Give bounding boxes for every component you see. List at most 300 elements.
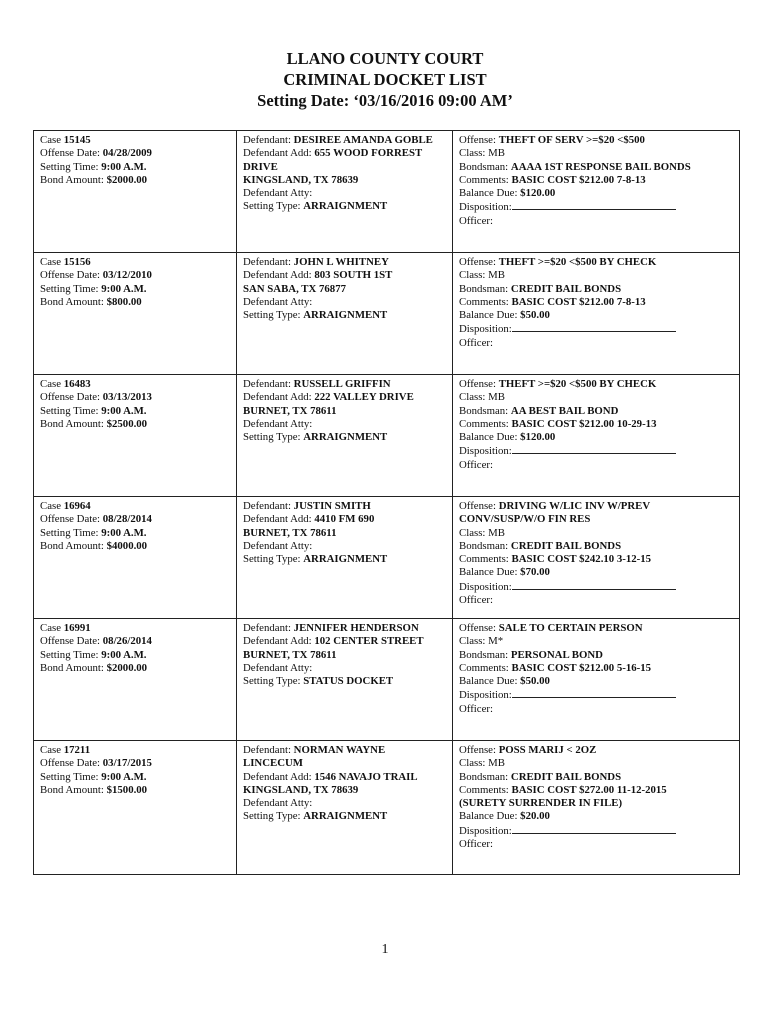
case-info-cell (34, 253, 237, 375)
class-label: Class: (459, 635, 486, 648)
comments-label: Comments: (459, 553, 509, 566)
class-label: Class: (459, 147, 486, 160)
class-value: MB (488, 147, 505, 160)
offense-value: THEFT >=$20 <$500 BY CHECK (498, 378, 657, 390)
offense-date-value: 04/28/2009 (102, 147, 152, 160)
setting-type-value: ARRAIGNMENT (303, 431, 388, 444)
setting-time-line (40, 283, 231, 296)
bondsman-label: Bondsman: (459, 404, 509, 417)
bondsman-line (459, 283, 734, 296)
bondsman-line (459, 771, 734, 784)
fill-in-line (512, 824, 676, 834)
setting-time-line (40, 161, 231, 174)
offense-label: Offense: (459, 500, 496, 512)
comments-value: (SURETY SURRENDER IN FILE) (459, 797, 623, 810)
offense-date-label: Offense Date: (40, 513, 101, 526)
defendant-address-line (243, 405, 447, 418)
bond-amount-line (40, 540, 231, 553)
defendant-address-value: 1546 NAVAJO TRAIL (314, 770, 418, 783)
offense-date-value: 08/28/2014 (102, 513, 152, 526)
setting-time-label: Setting Time: (40, 282, 99, 295)
defendant-address-label: Defendant Add: (243, 147, 312, 160)
defendant-name: NORMAN WAYNE LINCECUM (243, 744, 386, 770)
bond-amount-value: $4000.00 (106, 539, 148, 552)
offense-line (459, 744, 734, 757)
defendant-address-line (243, 635, 447, 648)
offense-date-label: Offense Date: (40, 269, 101, 282)
defendant-address-line (243, 161, 447, 174)
offense-value: CONV/SUSP/W/O FIN RES (459, 513, 591, 526)
class-label: Class: (459, 269, 486, 282)
defendant-label: Defendant: (243, 256, 291, 268)
officer-label: Officer: (459, 838, 493, 851)
disposition-label: Disposition: (459, 201, 512, 214)
case-info-cell (34, 375, 237, 497)
setting-time-label: Setting Time: (40, 404, 99, 417)
officer-label: Officer: (459, 458, 493, 471)
bond-amount-line (40, 174, 231, 187)
comments-value: BASIC COST $212.00 7-8-13 (511, 173, 646, 186)
case-number: 16991 (63, 622, 91, 634)
offense-date-line (40, 757, 231, 770)
defendant-address-line (243, 513, 447, 526)
bond-amount-line (40, 418, 231, 431)
setting-type-value: STATUS DOCKET (303, 675, 394, 688)
setting-time-label: Setting Time: (40, 160, 99, 173)
bond-amount-line (40, 784, 231, 797)
offense-value: THEFT OF SERV >=$20 <$500 (498, 134, 645, 146)
defendant-name: DESIREE AMANDA GOBLE (293, 134, 433, 146)
comments-line (459, 784, 734, 797)
defendant-address-label: Defendant Add: (243, 513, 312, 526)
setting-type-line (243, 200, 447, 213)
defendant-label: Defendant: (243, 744, 291, 756)
offense-value: POSS MARIJ < 2OZ (498, 744, 597, 756)
defendant-name: RUSSELL GRIFFIN (293, 378, 391, 390)
defendant-address-value: DRIVE (243, 160, 278, 173)
balance-due-label: Balance Due: (459, 309, 518, 322)
defendant-info-cell (237, 253, 453, 375)
defendant-line (243, 744, 447, 771)
fill-in-line (512, 688, 676, 698)
case-label: Case (40, 622, 61, 634)
offense-date-value: 08/26/2014 (102, 635, 152, 648)
comments-line (459, 418, 734, 431)
setting-time-value: 9:00 A.M. (101, 282, 147, 295)
case-number-line (40, 378, 231, 391)
defendant-info-cell (237, 741, 453, 875)
offense-label: Offense: (459, 378, 496, 390)
comments-line (459, 296, 734, 309)
defendant-label: Defendant: (243, 378, 291, 390)
offense-line (459, 378, 734, 391)
defendant-atty-line (243, 540, 447, 553)
case-info-cell (34, 619, 237, 741)
class-line (459, 527, 734, 540)
bondsman-label: Bondsman: (459, 770, 509, 783)
defendant-atty-line (243, 187, 447, 200)
setting-time-label: Setting Time: (40, 526, 99, 539)
officer-label: Officer: (459, 336, 493, 349)
setting-type-label: Setting Type: (243, 810, 301, 823)
case-label: Case (40, 500, 61, 512)
offense-date-line (40, 391, 231, 404)
setting-type-value: ARRAIGNMENT (303, 309, 388, 322)
defendant-atty-line (243, 418, 447, 431)
defendant-address-line (243, 771, 447, 784)
officer-line (459, 337, 734, 350)
balance-due-label: Balance Due: (459, 810, 518, 823)
comments-label: Comments: (459, 783, 509, 796)
balance-due-value: $120.00 (520, 187, 556, 200)
bond-amount-value: $2500.00 (106, 417, 148, 430)
defendant-address-value: 655 WOOD FORREST (314, 147, 423, 160)
balance-due-value: $70.00 (520, 566, 550, 579)
defendant-address-value: KINGSLAND, TX 78639 (243, 173, 359, 186)
balance-due-label: Balance Due: (459, 675, 518, 688)
defendant-address-line (243, 269, 447, 282)
disposition-label: Disposition: (459, 824, 512, 837)
bond-amount-label: Bond Amount: (40, 661, 104, 674)
offense-date-line (40, 635, 231, 648)
defendant-atty-label: Defendant Atty: (243, 661, 313, 674)
bondsman-label: Bondsman: (459, 160, 509, 173)
setting-type-label: Setting Type: (243, 553, 301, 566)
defendant-info-cell (237, 131, 453, 253)
setting-time-line (40, 527, 231, 540)
bondsman-line (459, 540, 734, 553)
defendant-label: Defendant: (243, 134, 291, 146)
offense-date-line (40, 513, 231, 526)
comments-line (459, 553, 734, 566)
case-number-line (40, 256, 231, 269)
disposition-label: Disposition: (459, 689, 512, 702)
defendant-address-value: SAN SABA, TX 76877 (243, 282, 346, 295)
comments-line (459, 174, 734, 187)
defendant-label: Defendant: (243, 622, 291, 634)
bond-amount-value: $1500.00 (106, 783, 148, 796)
bondsman-line (459, 405, 734, 418)
class-line (459, 147, 734, 160)
bond-amount-label: Bond Amount: (40, 783, 104, 796)
defendant-address-label: Defendant Add: (243, 269, 312, 282)
defendant-address-label: Defendant Add: (243, 770, 312, 783)
balance-due-value: $20.00 (520, 810, 550, 823)
setting-type-value: ARRAIGNMENT (303, 810, 388, 823)
comments-value: BASIC COST $272.00 11-12-2015 (511, 783, 667, 796)
defendant-address-value: 102 CENTER STREET (314, 635, 424, 648)
comments-label: Comments: (459, 661, 509, 674)
setting-type-value: ARRAIGNMENT (303, 200, 388, 213)
defendant-atty-label: Defendant Atty: (243, 417, 313, 430)
setting-time-label: Setting Time: (40, 770, 99, 783)
bondsman-value: PERSONAL BOND (510, 648, 603, 661)
offense-info-cell (453, 253, 740, 375)
bond-amount-label: Bond Amount: (40, 417, 104, 430)
docket-row (34, 619, 740, 741)
class-line (459, 635, 734, 648)
bond-amount-line (40, 296, 231, 309)
offense-label: Offense: (459, 134, 496, 146)
case-label: Case (40, 134, 61, 146)
defendant-address-line (243, 147, 447, 160)
case-info-cell (34, 741, 237, 875)
setting-type-line (243, 675, 447, 688)
offense-value: DRIVING W/LIC INV W/PREV (498, 500, 651, 512)
court-name: LLANO COUNTY COURT (286, 49, 484, 68)
setting-time-value: 9:00 A.M. (101, 770, 147, 783)
class-value: MB (488, 757, 505, 770)
case-number: 16964 (63, 500, 91, 512)
offense-info-cell (453, 619, 740, 741)
defendant-address-line (243, 784, 447, 797)
setting-date: Setting Date: ‘03/16/2016 09:00 AM’ (257, 91, 513, 110)
docket-table-body (34, 131, 740, 875)
disposition-label: Disposition: (459, 323, 512, 336)
offense-label: Offense: (459, 256, 496, 268)
bondsman-value: AAAA 1ST RESPONSE BAIL BONDS (510, 160, 691, 173)
defendant-atty-label: Defendant Atty: (243, 187, 313, 200)
defendant-address-line (243, 283, 447, 296)
fill-in-line (512, 322, 676, 332)
case-label: Case (40, 256, 61, 268)
bond-amount-line (40, 662, 231, 675)
defendant-address-value: BURNET, TX 78611 (243, 526, 337, 539)
comments-label: Comments: (459, 417, 509, 430)
bondsman-value: CREDIT BAIL BONDS (510, 770, 622, 783)
offense-line (459, 256, 734, 269)
offense-label: Offense: (459, 744, 496, 756)
case-info-cell (34, 497, 237, 619)
defendant-address-label: Defendant Add: (243, 391, 312, 404)
docket-table (33, 130, 740, 875)
fill-in-line (512, 200, 676, 210)
case-number-line (40, 622, 231, 635)
defendant-info-cell (237, 619, 453, 741)
offense-date-value: 03/13/2013 (102, 391, 152, 404)
setting-time-line (40, 405, 231, 418)
officer-label: Officer: (459, 214, 493, 227)
offense-date-line (40, 147, 231, 160)
setting-type-label: Setting Type: (243, 309, 301, 322)
bondsman-value: CREDIT BAIL BONDS (510, 282, 622, 295)
offense-line (459, 513, 734, 526)
officer-line (459, 703, 734, 716)
comments-value: BASIC COST $212.00 10-29-13 (511, 417, 657, 430)
defendant-label: Defendant: (243, 500, 291, 512)
comments-value: BASIC COST $212.00 7-8-13 (511, 295, 646, 308)
disposition-label: Disposition: (459, 445, 512, 458)
defendant-address-line (243, 527, 447, 540)
class-label: Class: (459, 526, 486, 539)
defendant-address-value: 803 SOUTH 1ST (314, 269, 393, 282)
defendant-info-cell (237, 375, 453, 497)
balance-due-value: $120.00 (520, 431, 556, 444)
bondsman-label: Bondsman: (459, 539, 509, 552)
bond-amount-label: Bond Amount: (40, 173, 104, 186)
offense-date-line (40, 269, 231, 282)
fill-in-line (512, 444, 676, 454)
setting-time-value: 9:00 A.M. (101, 526, 147, 539)
offense-label: Offense: (459, 622, 496, 634)
balance-due-line (459, 309, 734, 322)
defendant-atty-line (243, 662, 447, 675)
offense-line (459, 500, 734, 513)
comments-line (459, 662, 734, 675)
disposition-line (459, 688, 734, 702)
defendant-line (243, 134, 447, 147)
docket-row (34, 253, 740, 375)
class-line (459, 269, 734, 282)
setting-type-line (243, 309, 447, 322)
balance-due-line (459, 431, 734, 444)
class-label: Class: (459, 391, 486, 404)
class-value: MB (488, 269, 505, 282)
class-line (459, 391, 734, 404)
defendant-address-value: KINGSLAND, TX 78639 (243, 783, 359, 796)
officer-label: Officer: (459, 702, 493, 715)
page-number: 1 (381, 942, 389, 957)
setting-type-value: ARRAIGNMENT (303, 553, 388, 566)
fill-in-line (512, 580, 676, 590)
case-label: Case (40, 744, 61, 756)
defendant-address-value: BURNET, TX 78611 (243, 648, 337, 661)
docket-row (34, 375, 740, 497)
comments-label: Comments: (459, 295, 509, 308)
offense-date-value: 03/12/2010 (102, 269, 152, 282)
defendant-line (243, 378, 447, 391)
setting-type-line (243, 431, 447, 444)
class-line (459, 757, 734, 770)
offense-date-label: Offense Date: (40, 635, 101, 648)
class-label: Class: (459, 757, 486, 770)
setting-time-label: Setting Time: (40, 648, 99, 661)
case-number-line (40, 134, 231, 147)
defendant-address-value: 222 VALLEY DRIVE (314, 391, 414, 404)
balance-due-label: Balance Due: (459, 187, 518, 200)
balance-due-line (459, 187, 734, 200)
bondsman-label: Bondsman: (459, 282, 509, 295)
defendant-address-value: 4410 FM 690 (314, 513, 375, 526)
defendant-line (243, 622, 447, 635)
case-number-line (40, 744, 231, 757)
setting-time-line (40, 649, 231, 662)
disposition-line (459, 322, 734, 336)
case-number: 15145 (63, 134, 91, 146)
disposition-line (459, 580, 734, 594)
case-info-cell (34, 131, 237, 253)
defendant-atty-label: Defendant Atty: (243, 797, 313, 810)
balance-due-line (459, 675, 734, 688)
defendant-address-line (243, 174, 447, 187)
balance-due-line (459, 566, 734, 579)
defendant-name: JUSTIN SMITH (293, 500, 371, 512)
bond-amount-label: Bond Amount: (40, 295, 104, 308)
officer-label: Officer: (459, 594, 493, 607)
setting-time-line (40, 771, 231, 784)
setting-time-value: 9:00 A.M. (101, 648, 147, 661)
defendant-line (243, 256, 447, 269)
setting-type-label: Setting Type: (243, 200, 301, 213)
disposition-line (459, 444, 734, 458)
offense-date-value: 03/17/2015 (102, 757, 152, 770)
offense-info-cell (453, 131, 740, 253)
disposition-line (459, 824, 734, 838)
setting-type-line (243, 553, 447, 566)
comments-label: Comments: (459, 173, 509, 186)
bondsman-line (459, 649, 734, 662)
officer-line (459, 594, 734, 607)
case-number-line (40, 500, 231, 513)
defendant-address-line (243, 391, 447, 404)
offense-date-label: Offense Date: (40, 147, 101, 160)
officer-line (459, 215, 734, 228)
defendant-name: JENNIFER HENDERSON (293, 622, 419, 634)
balance-due-line (459, 810, 734, 823)
class-value: MB (488, 526, 505, 539)
defendant-atty-line (243, 296, 447, 309)
docket-row (34, 741, 740, 875)
defendant-info-cell (237, 497, 453, 619)
bond-amount-value: $800.00 (106, 295, 142, 308)
offense-line (459, 622, 734, 635)
offense-info-cell (453, 741, 740, 875)
defendant-name: JOHN L WHITNEY (293, 256, 389, 268)
bond-amount-label: Bond Amount: (40, 539, 104, 552)
balance-due-label: Balance Due: (459, 566, 518, 579)
defendant-address-line (243, 649, 447, 662)
offense-date-label: Offense Date: (40, 757, 101, 770)
offense-value: THEFT >=$20 <$500 BY CHECK (498, 256, 657, 268)
officer-line (459, 838, 734, 851)
case-number: 17211 (63, 744, 91, 756)
defendant-address-value: BURNET, TX 78611 (243, 404, 337, 417)
disposition-line (459, 200, 734, 214)
bond-amount-value: $2000.00 (106, 661, 148, 674)
defendant-address-label: Defendant Add: (243, 635, 312, 648)
docket-title: CRIMINAL DOCKET LIST (283, 70, 487, 89)
case-number: 15156 (63, 256, 91, 268)
offense-info-cell (453, 497, 740, 619)
bondsman-label: Bondsman: (459, 648, 509, 661)
setting-time-value: 9:00 A.M. (101, 160, 147, 173)
setting-type-line (243, 810, 447, 823)
comments-value: BASIC COST $212.00 5-16-15 (511, 661, 652, 674)
bondsman-value: CREDIT BAIL BONDS (510, 539, 622, 552)
docket-row (34, 131, 740, 253)
case-label: Case (40, 378, 61, 390)
docket-row (34, 497, 740, 619)
balance-due-label: Balance Due: (459, 431, 518, 444)
bond-amount-value: $2000.00 (106, 173, 148, 186)
disposition-label: Disposition: (459, 580, 512, 593)
class-value: M* (488, 635, 504, 648)
offense-line (459, 134, 734, 147)
officer-line (459, 459, 734, 472)
balance-due-value: $50.00 (520, 675, 550, 688)
comments-value: BASIC COST $242.10 3-12-15 (511, 553, 652, 566)
setting-type-label: Setting Type: (243, 431, 301, 444)
defendant-atty-line (243, 797, 447, 810)
bondsman-value: AA BEST BAIL BOND (510, 404, 619, 417)
balance-due-value: $50.00 (520, 309, 550, 322)
case-number: 16483 (63, 378, 91, 390)
setting-time-value: 9:00 A.M. (101, 404, 147, 417)
offense-info-cell (453, 375, 740, 497)
defendant-line (243, 500, 447, 513)
offense-value: SALE TO CERTAIN PERSON (498, 622, 643, 634)
setting-type-label: Setting Type: (243, 675, 301, 688)
